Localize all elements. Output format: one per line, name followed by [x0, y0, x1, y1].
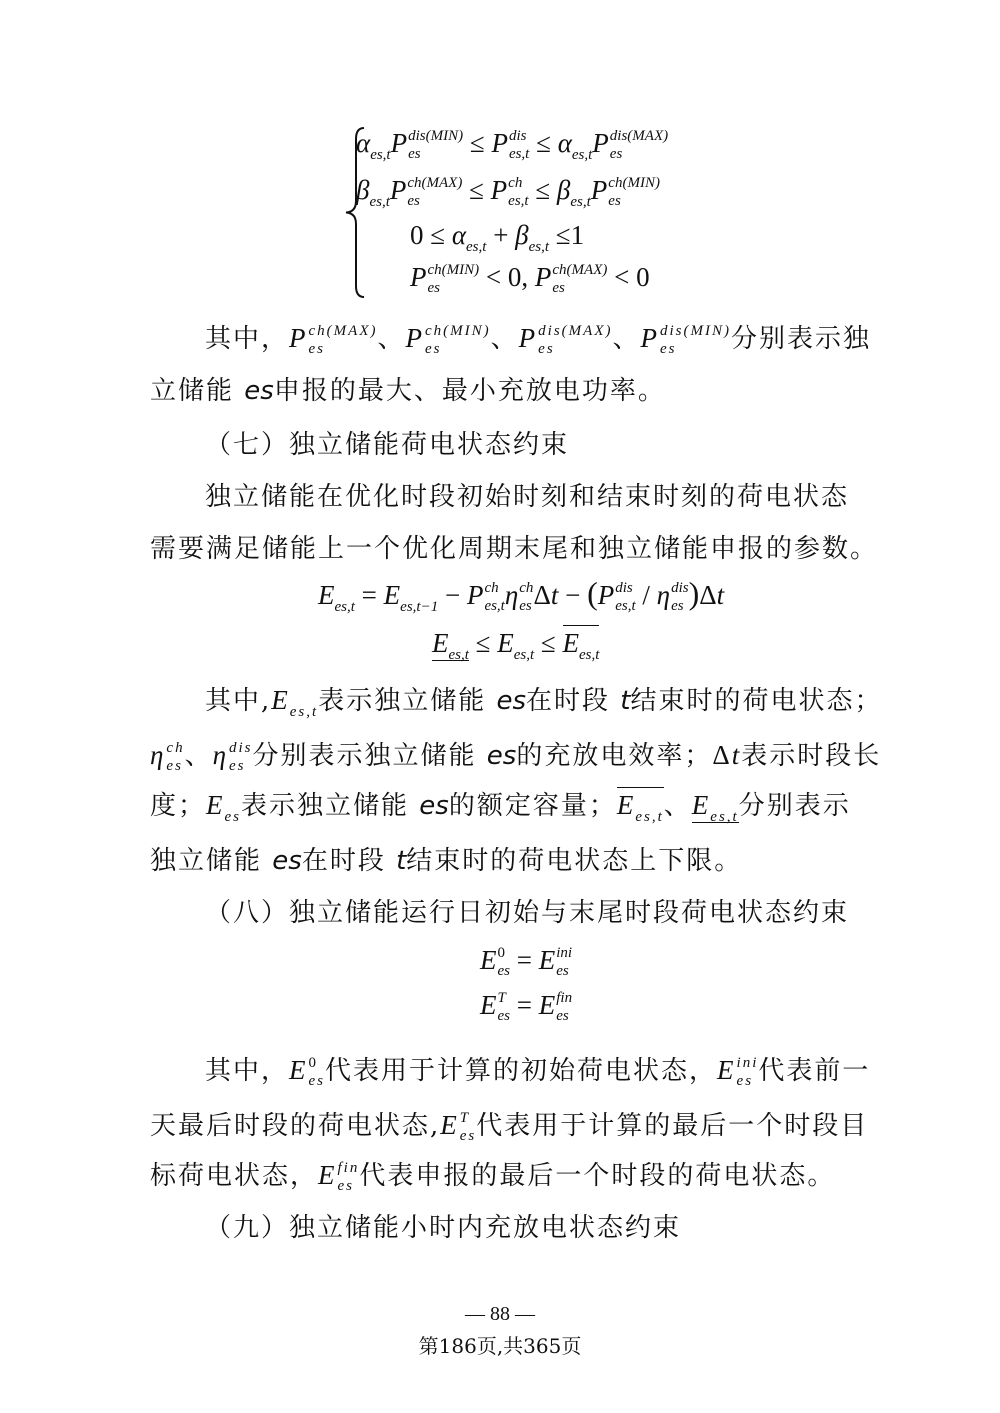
constraint-discharge: $\alpha_{es,t}P$ dis(MIN) es ≤ P dis es,t ≤ $\alpha_{es,t}P$ dis(MAX) es [356, 128, 669, 163]
paragraph-initial-soc-definition: 其中，E 0 es 代表用于计算的初始荷电状态，E ini es 代表前一 [205, 1055, 871, 1090]
paragraph-power-definition-cont: 立储能 es申报的最大、最小充放电功率。 [150, 376, 666, 406]
paragraph-power-definition: 其中，P ch(MAX) es 、P ch(MIN) es 、P dis(MAX) es 、P dis(MIN) es 分别表示独 [205, 323, 872, 358]
paragraph-soc-intro-cont: 需要满足储能上一个优化周期末尾和独立储能申报的参数。 [150, 534, 879, 564]
page-info: 第186页,共365页 [418, 1334, 582, 1358]
final-soc-equation: E T es = E fin es [480, 990, 573, 1025]
paragraph-capacity-definition: 度；$E_{es}$表示独立储能 es的额定容量；$E_{es,t}$、$E_{es,t}$分别表示 [150, 785, 851, 822]
paragraph-soc-intro: 独立储能在优化时段初始时刻和结束时刻的荷电状态 [205, 482, 850, 512]
section-heading-7: （七）独立储能荷电状态约束 [205, 430, 570, 460]
paragraph-soc-definition: 其中$,E_{es,t}$表示独立储能 es在时段 t结束时的荷电状态； [205, 685, 883, 720]
paragraph-efficiency-definition: η ch es 、η dis es 分别表示独立储能 es的充放电效率；Δt表示时段长 [150, 740, 882, 775]
constraint-charge-negative: P ch(MIN) es < 0, P ch(MAX) es < 0 [410, 262, 650, 297]
soc-bound-equation: $E_{es,t} \le E_{es,t} \le E_{es,t}$ [432, 628, 599, 659]
section-heading-8: （八）独立储能运行日初始与末尾时段荷电状态约束 [205, 898, 850, 928]
page-number: — 88 — [465, 1303, 535, 1325]
paragraph-final-soc-definition: 天最后时段的荷电状态,E T es 代表用于计算的最后一个时段目 [150, 1110, 869, 1145]
paragraph-declared-soc-definition: 标荷电状态，E fin es 代表申报的最后一个时段的荷电状态。 [150, 1160, 836, 1195]
initial-soc-equation: E 0 es = E ini es [480, 945, 573, 980]
constraint-state-sum: $0 \le \alpha_{es,t} + \beta_{es,t} \le 1$ [410, 220, 585, 255]
soc-update-equation: $E_{es,t} = E_{es,t-1} - P$ ch es,t η ch es Δt − (P dis es,t / η dis es )Δt [318, 575, 725, 615]
section-heading-9: （九）独立储能小时内充放电状态约束 [205, 1213, 682, 1243]
paragraph-soc-limit-definition: 独立储能 es在时段 t结束时的荷电状态上下限。 [150, 846, 743, 876]
constraint-charge: $\beta_{es,t}P$ ch(MAX) es ≤ P ch es,t ≤ $\beta_{es,t}P$ ch(MIN) es [356, 175, 660, 210]
